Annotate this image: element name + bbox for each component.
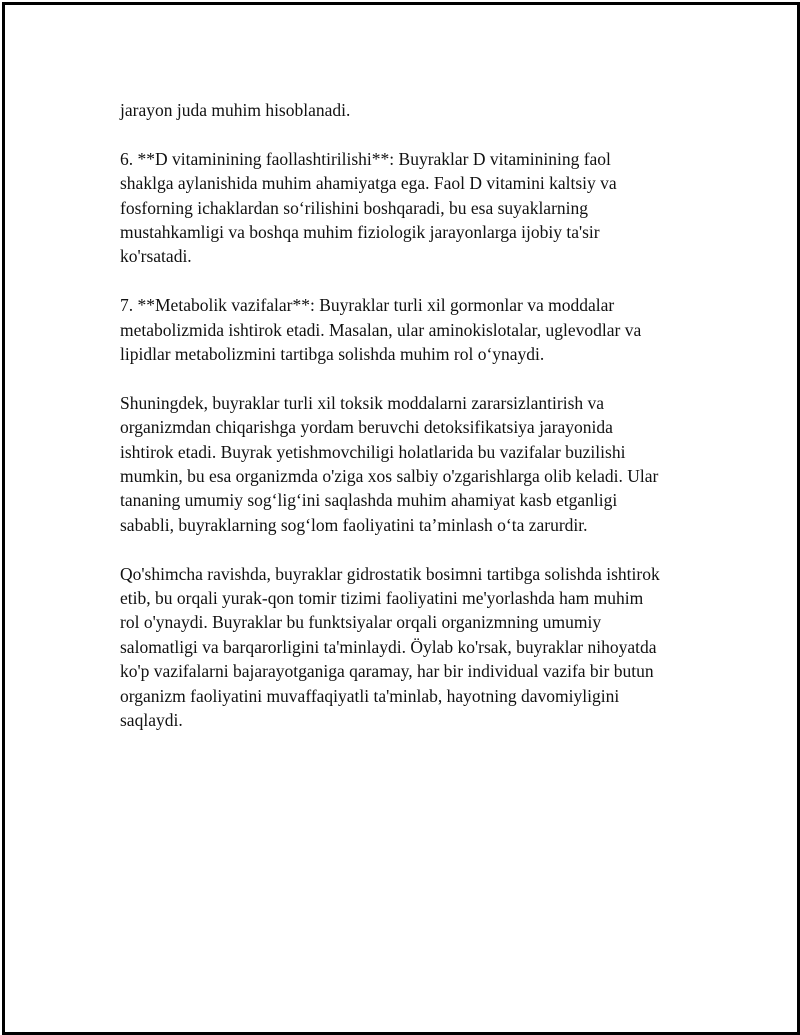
text-line: etib, bu orqali yurak-qon tomir tizimi faoliyatini me'yorlashda ham muhim — [120, 588, 644, 609]
text-line: organizm faoliyatini muvaffaqiyatli ta'minlab, hayotning davomiyligini — [120, 685, 620, 706]
text-line: salomatligi va barqarorligini ta'minlaydi. Öylab ko'rsak, buyraklar nihoyatda — [120, 636, 657, 657]
paragraph-item-7 — [120, 293, 700, 366]
text-line: metabolizmida ishtirok etadi. Masalan, ular aminokislotalar, uglevodlar va — [120, 319, 642, 340]
text-line: 7. **Metabolik vazifalar**: Buyraklar turli xil gormonlar va moddalar — [120, 295, 615, 316]
text-line: mustahkamligi va boshqa muhim fiziologik jarayonlarga ijobiy ta'sir — [120, 222, 600, 243]
text-line: Shuningdek, buyraklar turli xil toksik moddalarni zararsizlantirish va — [120, 392, 605, 413]
page-frame — [2, 2, 800, 1035]
text-line: 6. **D vitaminining faollashtirilishi**: Buyraklar D vitaminining faol — [120, 148, 611, 169]
text-line: organizmdan chiqarishga yordam beruvchi detoksifikatsiya jarayonida — [120, 417, 613, 438]
text-line: tananing umumiy sog‘lig‘ini saqlashda muhim ahamiyat kasb etganligi — [120, 490, 618, 511]
text-line: sababli, buyraklarning sog‘lom faoliyatini ta’minlash o‘ta zarurdir. — [120, 514, 588, 535]
paragraph-continuation — [120, 98, 700, 122]
text-line: ishtirok etadi. Buyrak yetishmovchiligi holatlarida bu vazifalar buzilishi — [120, 441, 626, 462]
text-line: lipidlar metabolizmini tartibga solishda muhim rol o‘ynaydi. — [120, 344, 545, 365]
text-line: Qo'shimcha ravishda, buyraklar gidrostatik bosimni tartibga solishda ishtirok — [120, 563, 660, 584]
paragraph-conclusion — [120, 562, 700, 733]
text-line: ko'rsatadi. — [120, 246, 192, 267]
paragraph-detoxification — [120, 391, 700, 537]
text-line: mumkin, bu esa organizmda o'ziga xos salbiy o'zgarishlarga olib keladi. Ular — [120, 466, 659, 487]
text-line: saqlaydi. — [120, 710, 183, 731]
text-line: fosforning ichaklardan so‘rilishini boshqaradi, bu esa suyaklarning — [120, 197, 589, 218]
document-body — [120, 98, 700, 757]
text-line: ko'p vazifalarni bajarayotganiga qaramay, har bir individual vazifa bir butun — [120, 661, 654, 682]
paragraph-item-6 — [120, 147, 700, 269]
text-line: rol o'ynaydi. Buyraklar bu funktsiyalar orqali organizmning umumiy — [120, 612, 602, 633]
text-line: jarayon juda muhim hisoblanadi. — [120, 100, 351, 120]
text-line: shaklga aylanishida muhim ahamiyatga ega. Faol D vitamini kaltsiy va — [120, 173, 617, 194]
